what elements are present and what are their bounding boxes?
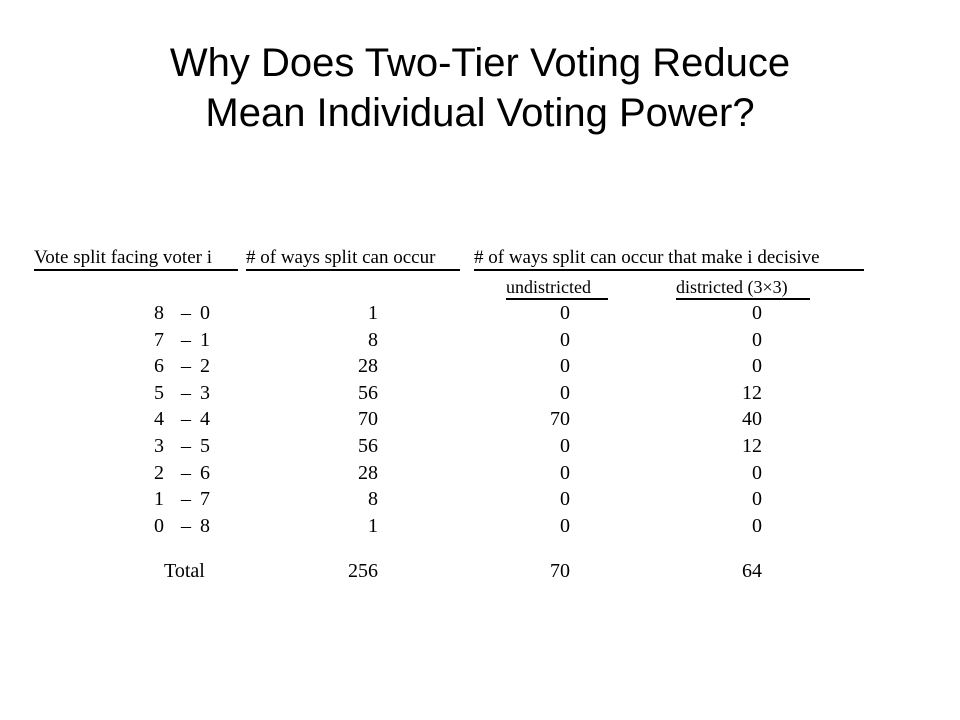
split-right-value: 6 (200, 462, 210, 484)
undistricted-value: 0 (560, 488, 570, 510)
split-right-value: 1 (200, 329, 210, 351)
districted-value: 0 (752, 329, 762, 351)
total-undistricted: 70 (550, 560, 570, 582)
ways-value: 8 (368, 488, 378, 510)
split-left-value: 0 (154, 515, 164, 537)
split-right-value: 5 (200, 435, 210, 457)
undistricted-value: 0 (560, 355, 570, 377)
districted-value: 40 (742, 408, 762, 430)
split-dash: – (181, 435, 191, 457)
header-ways-label: # of ways split can occur (246, 247, 436, 268)
header-vote-split-label: Vote split facing voter i (34, 247, 213, 268)
slide-title-line-2: Mean Individual Voting Power? (205, 91, 755, 135)
split-dash: – (181, 302, 191, 324)
split-right-value: 7 (200, 488, 210, 510)
split-left-value: 7 (154, 329, 164, 351)
ways-value: 28 (358, 355, 378, 377)
subheader-undistricted (506, 277, 608, 300)
districted-value: 0 (752, 488, 762, 510)
total-label: Total (164, 560, 205, 582)
districted-value: 0 (752, 515, 762, 537)
districted-value: 0 (752, 462, 762, 484)
ways-value: 70 (358, 408, 378, 430)
ways-value: 28 (358, 462, 378, 484)
undistricted-value: 0 (560, 462, 570, 484)
districted-value: 12 (742, 382, 762, 404)
header-decisive (474, 248, 864, 271)
split-right-value: 0 (200, 302, 210, 324)
split-dash: – (181, 462, 191, 484)
split-left-value: 8 (154, 302, 164, 324)
subheader-undistricted-label: undistricted (506, 277, 591, 297)
ways-value: 1 (368, 302, 378, 324)
split-dash: – (181, 382, 191, 404)
split-dash: – (181, 329, 191, 351)
split-right-value: 4 (200, 408, 210, 430)
split-right-value: 8 (200, 515, 210, 537)
districted-value: 0 (752, 302, 762, 324)
split-right-value: 3 (200, 382, 210, 404)
split-left-value: 1 (154, 488, 164, 510)
ways-value: 56 (358, 435, 378, 457)
total-districted: 64 (742, 560, 762, 582)
split-left-value: 2 (154, 462, 164, 484)
split-dash: – (181, 515, 191, 537)
ways-value: 8 (368, 329, 378, 351)
split-dash: – (181, 408, 191, 430)
header-ways (246, 248, 460, 271)
split-dash: – (181, 488, 191, 510)
split-left-value: 5 (154, 382, 164, 404)
total-ways: 256 (348, 560, 378, 582)
split-right-value: 2 (200, 355, 210, 377)
districted-value: 0 (752, 355, 762, 377)
split-dash: – (181, 355, 191, 377)
ways-value: 1 (368, 515, 378, 537)
subheader-districted-label: districted (3×3) (676, 277, 788, 297)
ways-value: 56 (358, 382, 378, 404)
undistricted-value: 0 (560, 435, 570, 457)
split-left-value: 3 (154, 435, 164, 457)
undistricted-value: 0 (560, 302, 570, 324)
split-left-value: 4 (154, 408, 164, 430)
header-decisive-label: # of ways split can occur that make i decisive (474, 247, 820, 268)
split-left-value: 6 (154, 355, 164, 377)
undistricted-value: 0 (560, 329, 570, 351)
slide-title-line-1: Why Does Two-Tier Voting Reduce (169, 41, 791, 85)
subheader-districted (676, 277, 810, 300)
undistricted-value: 70 (550, 408, 570, 430)
undistricted-value: 0 (560, 515, 570, 537)
districted-value: 12 (742, 435, 762, 457)
undistricted-value: 0 (560, 382, 570, 404)
header-vote-split (34, 248, 238, 271)
